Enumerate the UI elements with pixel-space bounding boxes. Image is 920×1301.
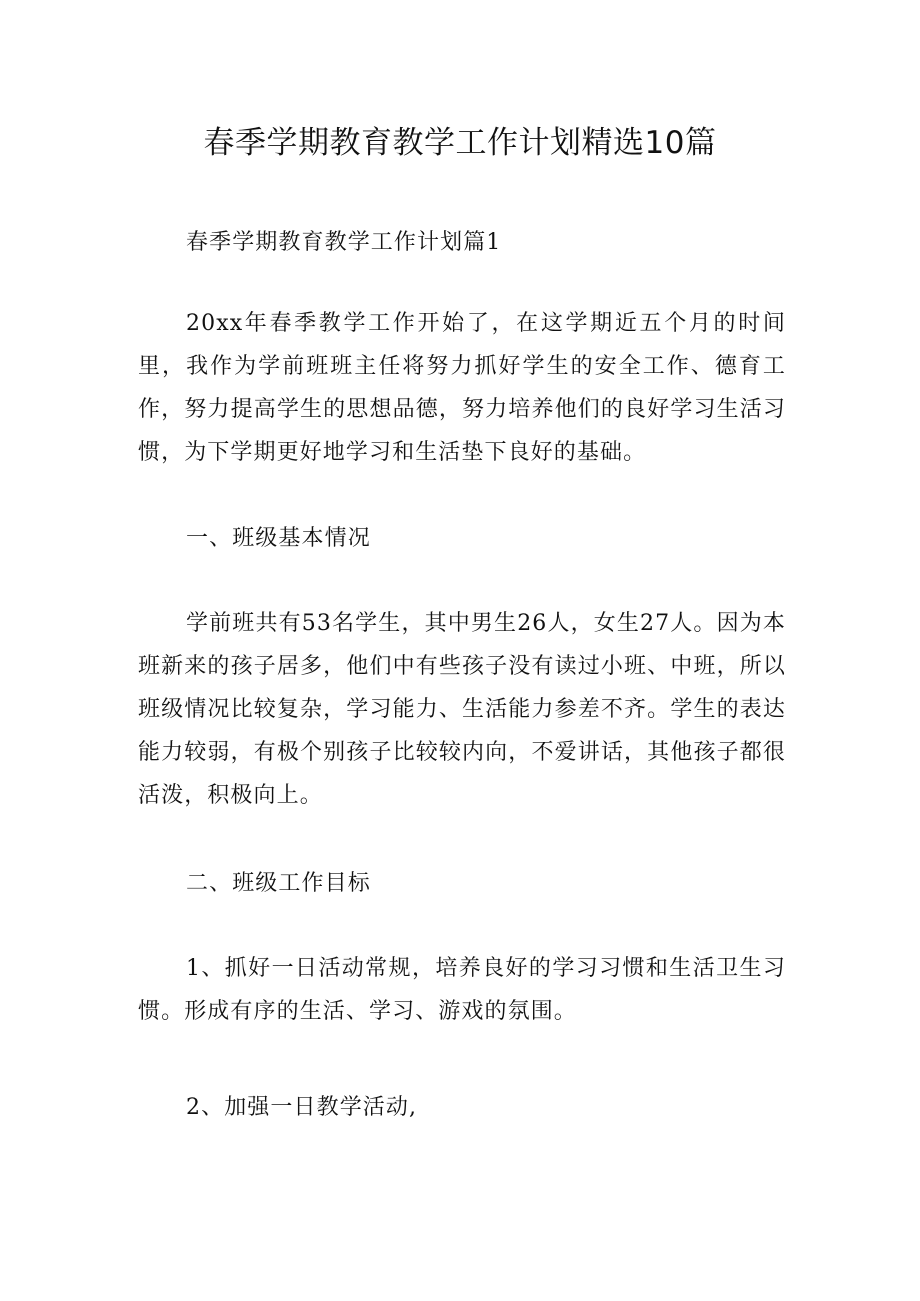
goal-item-1: 1、抓好一日活动常规，培养良好的学习习惯和生活卫生习惯。形成有序的生活、学习、游戏的氛围。 <box>138 956 786 1024</box>
goal-item-2: 2、加强一日教学活动, <box>186 1095 418 1120</box>
document-title: 春季学期教育教学工作计划精选10篇 <box>203 125 717 161</box>
intro-paragraph: 20xx年春季教学工作开始了，在这学期近五个月的时间里，我作为学前班班主任将努力抓好学生的安全工作、德育工作，努力提高学生的思想品德，努力培养他们的良好学习生活习惯，为下学期更好地学习和生活垫下良好的基础。 <box>138 311 786 465</box>
basic-situation-paragraph: 学前班共有53名学生，其中男生26人，女生27人。因为本班新来的孩子居多，他们中有些孩子没有读过小班、中班，所以班级情况比较复杂，学习能力、生活能力参差不齐。学生的表达能力较弱，有极个别孩子比较较内向，不爱讲话，其他孩子都很活泼，积极向上。 <box>138 611 786 808</box>
section-heading-work-goals: 二、班级工作目标 <box>186 871 371 896</box>
plan-subtitle: 春季学期教育教学工作计划篇1 <box>186 230 502 255</box>
section-heading-basic-situation: 一、班级基本情况 <box>186 526 371 551</box>
